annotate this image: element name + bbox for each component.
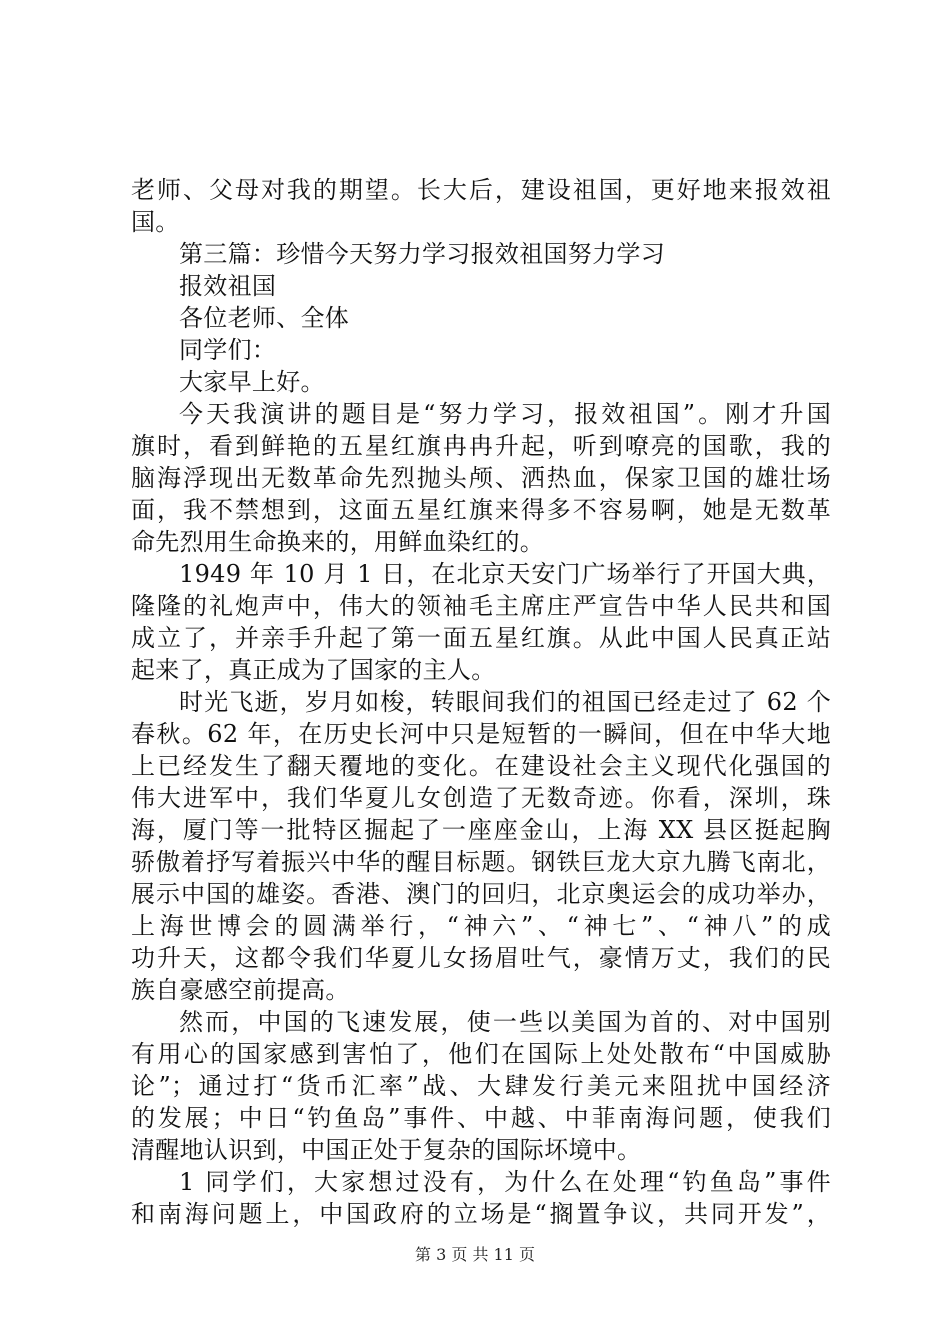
- text-line: 论”；通过打“货币汇率”战、大肆发行美元来阻扰中国经济: [131, 1072, 831, 1100]
- text-line: 骄傲着抒写着振兴中华的醒目标题。钢铁巨龙大京九腾飞南北，: [131, 848, 831, 876]
- text-line: 大家早上好。: [179, 368, 325, 396]
- text-line: 时光飞逝，岁月如梭，转眼间我们的祖国已经走过了 62 个: [179, 688, 831, 716]
- text-line: 各位老师、全体: [179, 304, 350, 332]
- text-line: 1 同学们，大家想过没有，为什么在处理“钓鱼岛”事件: [179, 1168, 831, 1196]
- text-line: 清醒地认识到，中国正处于复杂的国际坏境中。: [131, 1136, 642, 1164]
- text-line: 然而，中国的飞速发展，使一些以美国为首的、对中国别: [179, 1008, 831, 1036]
- text-line: 隆隆的礼炮声中，伟大的领袖毛主席庄严宣告中华人民共和国: [131, 592, 831, 620]
- text-line: 成立了，并亲手升起了第一面五星红旗。从此中国人民真正站: [131, 624, 831, 652]
- text-line: 伟大进军中，我们华夏儿女创造了无数奇迹。你看，深圳，珠: [131, 784, 831, 812]
- text-line: 海，厦门等一批特区掘起了一座座金山，上海 XX 县区挺起胸: [131, 816, 831, 844]
- text-line: 旗时，看到鲜艳的五星红旗冉冉升起，听到嘹亮的国歌，我的: [131, 432, 831, 460]
- text-line: 报效祖国: [179, 272, 277, 300]
- document-body: [131, 174, 831, 1230]
- text-line: 上已经发生了翻天覆地的变化。在建设社会主义现代化强国的: [131, 752, 831, 780]
- text-line: 展示中国的雄姿。香港、澳门的回归，北京奥运会的成功举办，: [131, 880, 831, 908]
- text-line: 的发展；中日“钓鱼岛”事件、中越、中菲南海问题，使我们: [131, 1104, 831, 1132]
- text-line: 上海世博会的圆满举行，“神六”、“神七”、“神八”的成: [131, 912, 831, 940]
- page-footer: 第 3 页 共 11 页: [415, 1245, 535, 1264]
- text-line: 和南海问题上，中国政府的立场是“搁置争议，共同开发”，: [131, 1200, 831, 1228]
- text-line: 春秋。62 年，在历史长河中只是短暂的一瞬间，但在中华大地: [131, 720, 831, 748]
- text-line: 起来了，真正成为了国家的主人。: [131, 656, 496, 684]
- text-line: 面，我不禁想到，这面五星红旗来得多不容易啊，她是无数革: [131, 496, 831, 524]
- text-line: 老师、父母对我的期望。长大后，建设祖国，更好地来报效祖: [131, 176, 831, 204]
- text-line: 同学们：: [179, 336, 277, 364]
- text-line: 命先烈用生命换来的，用鲜血染红的。: [131, 528, 545, 556]
- text-line: 今天我演讲的题目是“努力学习，报效祖国”。刚才升国: [179, 400, 831, 428]
- text-line: 第三篇：珍惜今天努力学习报效祖国努力学习: [179, 240, 665, 268]
- text-line: 功升天，这都令我们华夏儿女扬眉吐气，豪情万丈，我们的民: [131, 944, 831, 972]
- text-line: 国。: [131, 208, 180, 236]
- text-line: 脑海浮现出无数革命先烈抛头颅、洒热血，保家卫国的雄壮场: [131, 464, 831, 492]
- text-line: 有用心的国家感到害怕了，他们在国际上处处散布“中国威胁: [131, 1040, 831, 1068]
- text-line: 1949 年 10 月 1 日，在北京天安门广场举行了开国大典，: [179, 560, 831, 588]
- text-line: 族自豪感空前提高。: [131, 976, 350, 1004]
